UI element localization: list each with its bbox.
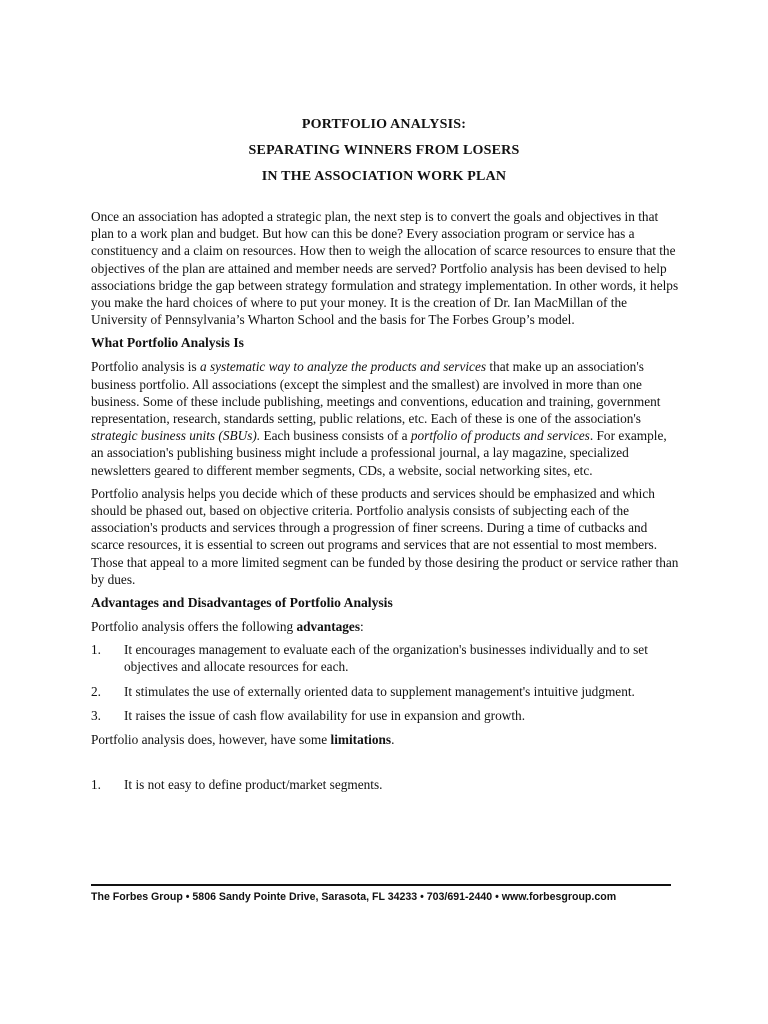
text-run: .	[391, 732, 395, 748]
list-number: 1.	[91, 642, 101, 658]
limitations-intro	[91, 731, 681, 748]
list-text: It is not easy to define product/market segments.	[124, 777, 383, 793]
list-text: It raises the issue of cash flow availability for use in expansion and growth.	[124, 707, 526, 723]
footer-divider	[91, 884, 671, 886]
advantages-intro	[91, 618, 681, 635]
document-body	[91, 208, 681, 800]
spacer	[91, 754, 681, 776]
limitation-item-1	[91, 776, 681, 793]
advantage-item-1	[91, 641, 681, 675]
text-run: that make up an association's business portfolio. All associations (except the simplest and the smallest) are involved in more than one business. Some of these include publishing, meetings and conventions, education and training, government representation, research, standards setting, public relations, etc. Each of these is one of the association's	[91, 359, 661, 427]
advantage-item-3	[91, 707, 681, 724]
section-heading-what-is: What Portfolio Analysis Is	[91, 335, 244, 351]
text-run: Portfolio analysis offers the following	[91, 619, 297, 635]
emphasis-portfolio: portfolio of products and services	[410, 428, 590, 444]
title-line-3: IN THE ASSOCIATION WORK PLAN	[261, 169, 507, 184]
intro-paragraph: Once an association has adopted a strategic plan, the next step is to convert the goals and objectives in that plan to a work plan and budget. But how can this be done? Every association program or service has a constituency and a claim on resources. How then to weigh the allocation of scarce resources to ensure that the objectives of the plan are attained and member needs are served? Portfolio analysis has been devised to help associations bridge the gap between strategy formulation and strategy implementation. In other words, it helps you make the hard choices of where to put your money. It is the creation of Dr. Ian MacMillan of the University of Pennsylvania’s Wharton School and the basis for The Forbes Group’s model.	[91, 209, 679, 328]
title-line-1: PORTFOLIO ANALYSIS:	[301, 117, 467, 132]
text-run: :	[360, 619, 364, 635]
list-text: It stimulates the use of externally oriented data to supplement management's intuitive judgment.	[124, 683, 635, 699]
document-title	[0, 112, 768, 190]
list-number: 3.	[91, 707, 101, 723]
what-is-paragraph-1	[91, 358, 681, 478]
emphasis-sbus: strategic business units (SBUs).	[91, 428, 261, 444]
section-heading-advantages: Advantages and Disadvantages of Portfolio Analysis	[91, 595, 393, 611]
bold-limitations: limitations	[330, 732, 392, 748]
advantage-item-2	[91, 683, 681, 700]
bold-advantages: advantages	[296, 619, 361, 635]
what-is-paragraph-2: Portfolio analysis helps you decide which of these products and services should be emphasized and which should be phased out, based on objective criteria. Portfolio analysis consists of subjecting each of the association's products and services through a progression of finer screens. During a time of cutbacks and scarce resources, it is essential to screen out programs and services that are not essential to most members. Those that appeal to a more limited segment can be funded by those desiring the product or service rather than by dues.	[91, 485, 679, 587]
list-number: 1.	[91, 777, 101, 793]
footer-contact: The Forbes Group • 5806 Sandy Pointe Drive, Sarasota, FL 34233 • 703/691-2440 • www.forbesgroup.com	[91, 891, 617, 903]
text-run: Portfolio analysis is	[91, 359, 200, 375]
list-text: It encourages management to evaluate each of the organization's businesses individually and to set objectives and allocate resources for each.	[124, 642, 648, 675]
text-run: . For example, an association's publishing business might include a professional journal, a lay magazine, specialized newsletters geared to different member segments, CDs, a website, social networking sites, etc.	[91, 428, 667, 478]
title-line-2: SEPARATING WINNERS FROM LOSERS	[248, 143, 520, 158]
text-run: Each business consists of a	[260, 428, 411, 444]
text-run: Portfolio analysis does, however, have some	[91, 732, 331, 748]
emphasis-systematic: a systematic way to analyze the products and services	[199, 359, 487, 375]
list-number: 2.	[91, 683, 101, 699]
